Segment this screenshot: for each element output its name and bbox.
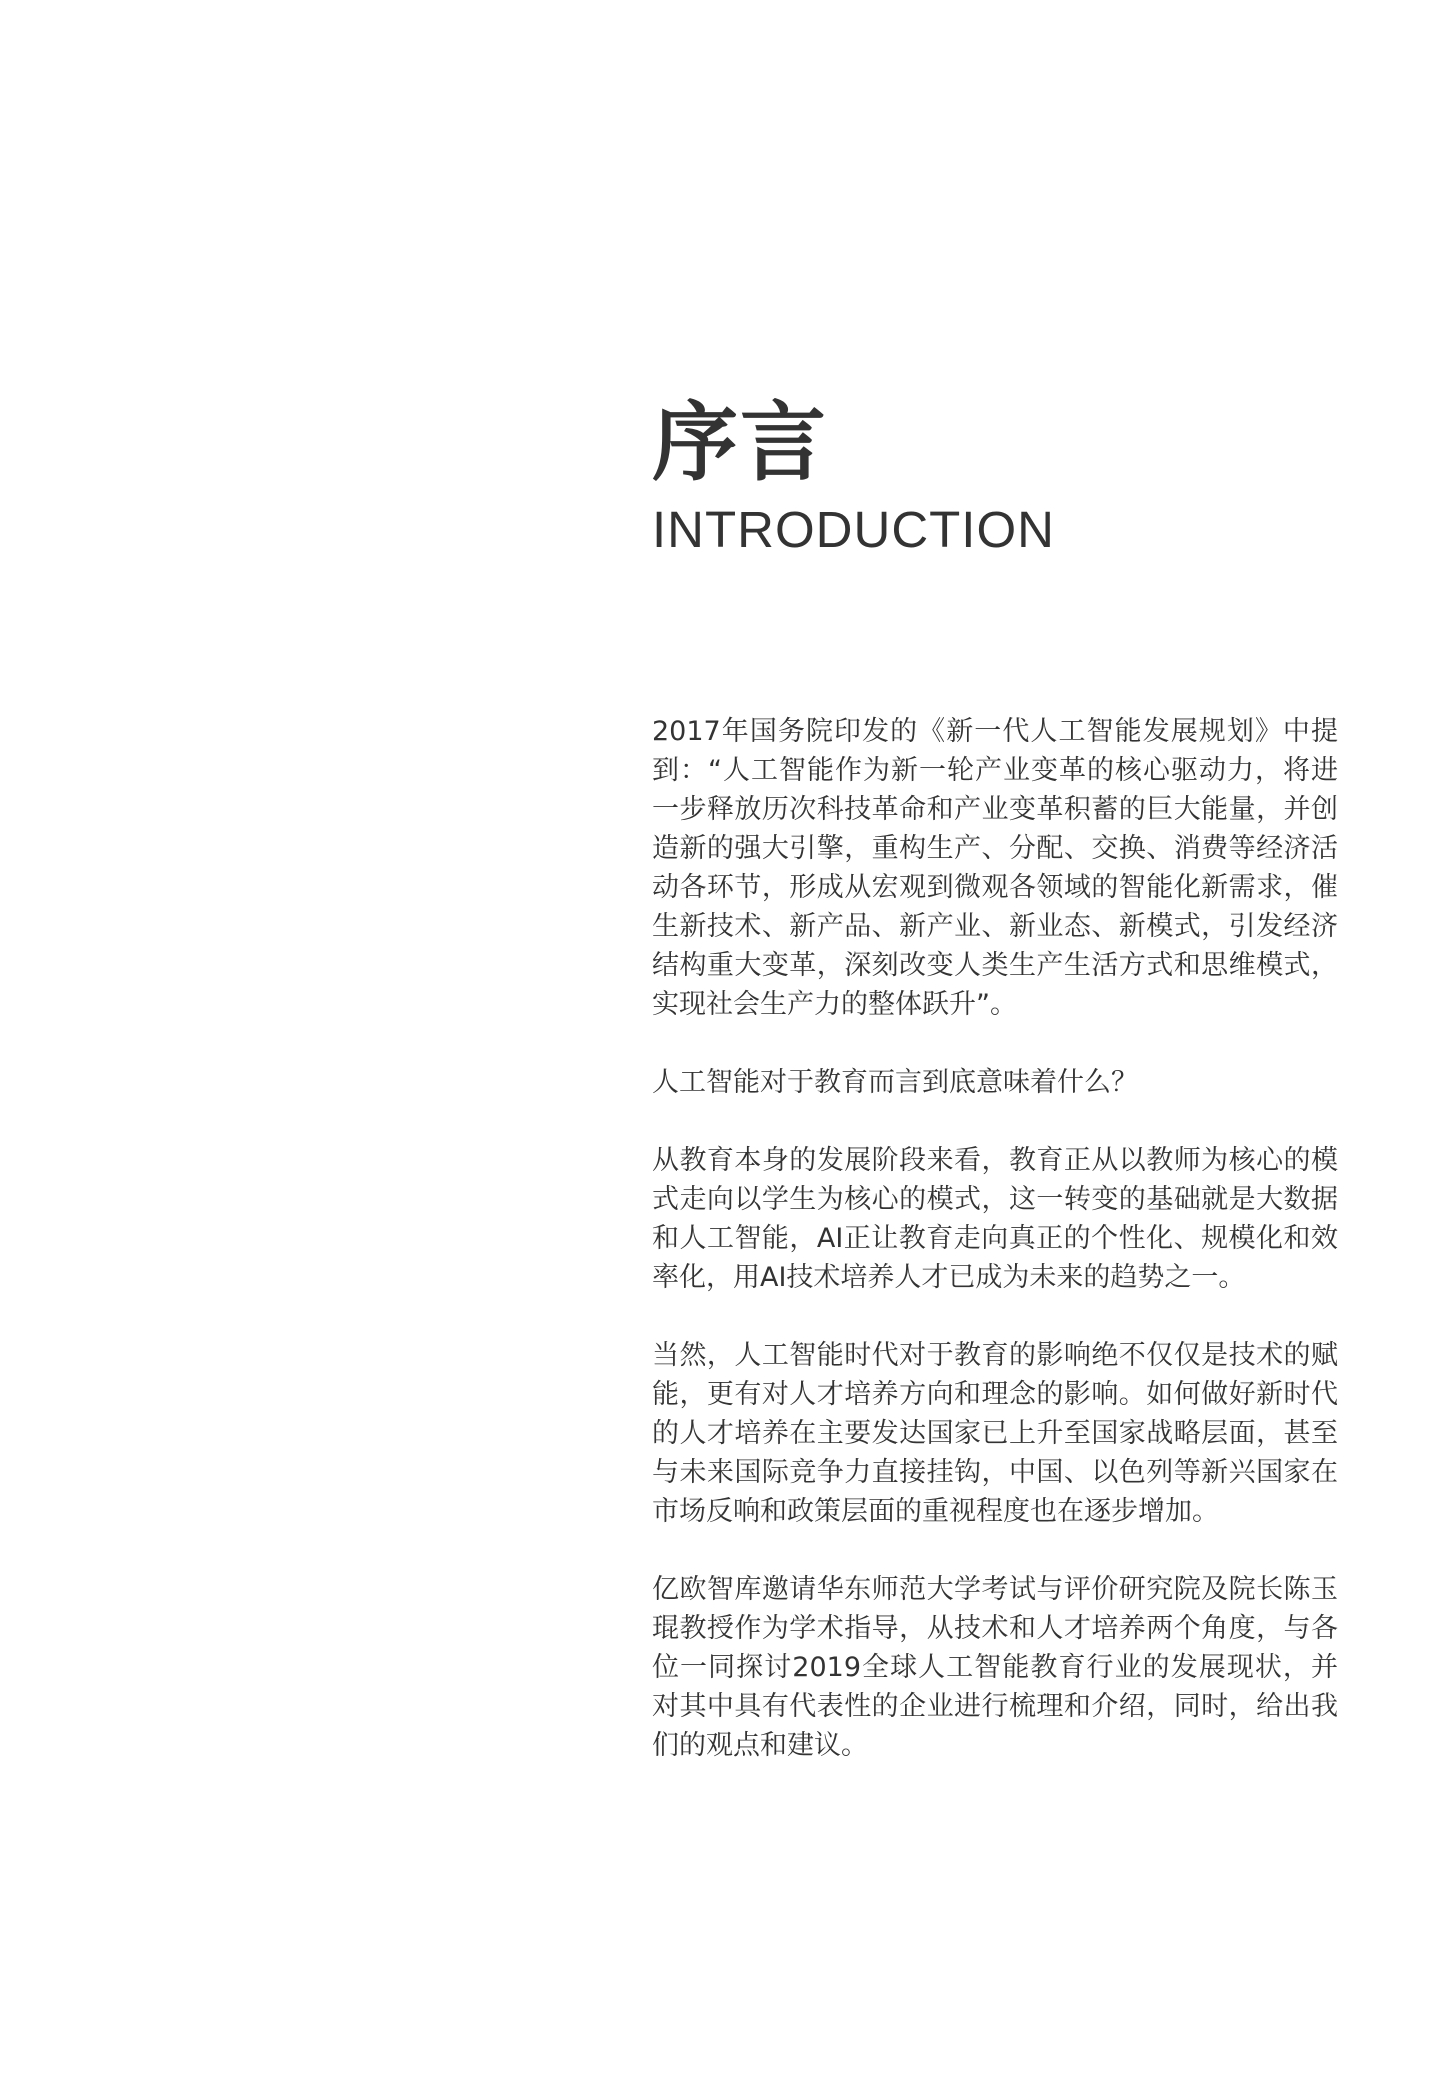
paragraph-report-scope: 亿欧智库邀请华东师范大学考试与评价研究院及院长陈玉琨教授作为学术指导，从技术和人才培养两个角度，与各位一同探讨2019全球人工智能教育行业的发展现状，并对其中具有代表性的企业进行梳理和介绍，同时，给出我们的观点和建议。: [652, 1574, 1338, 1761]
heading-block: [652, 393, 1352, 558]
paragraph-education-stage: 从教育本身的发展阶段来看，教育正从以教师为核心的模式走向以学生为核心的模式，这一转变的基础就是大数据和人工智能，AI正让教育走向真正的个性化、规模化和效率化，用AI技术培养人才已成为未来的趋势之一。: [652, 1145, 1338, 1293]
paragraph-question: 人工智能对于教育而言到底意味着什么？: [652, 1067, 1138, 1098]
page-title: 序言: [652, 393, 828, 493]
paragraph-talent-cultivation: 当然，人工智能时代对于教育的影响绝不仅仅是技术的赋能，更有对人才培养方向和理念的影响。如何做好新时代的人才培养在主要发达国家已上升至国家战略层面，甚至与未来国际竞争力直接挂钩，中国、以色列等新兴国家在市场反响和政策层面的重视程度也在逐步增加。: [652, 1340, 1338, 1527]
paragraph-policy-quote: 2017年国务院印发的《新一代人工智能发展规划》中提到：“人工智能作为新一轮产业变革的核心驱动力，将进一步释放历次科技革命和产业变革积蓄的巨大能量，并创造新的强大引擎，重构生产、分配、交换、消费等经济活动各环节，形成从宏观到微观各领域的智能化新需求，催生新技术、新产品、新产业、新业态、新模式，引发经济结构重大变革，深刻改变人类生产生活方式和思维模式，实现社会生产力的整体跃升”。: [652, 716, 1338, 1020]
body-text: [652, 712, 1338, 1765]
page-subtitle: INTRODUCTION: [652, 501, 1055, 558]
